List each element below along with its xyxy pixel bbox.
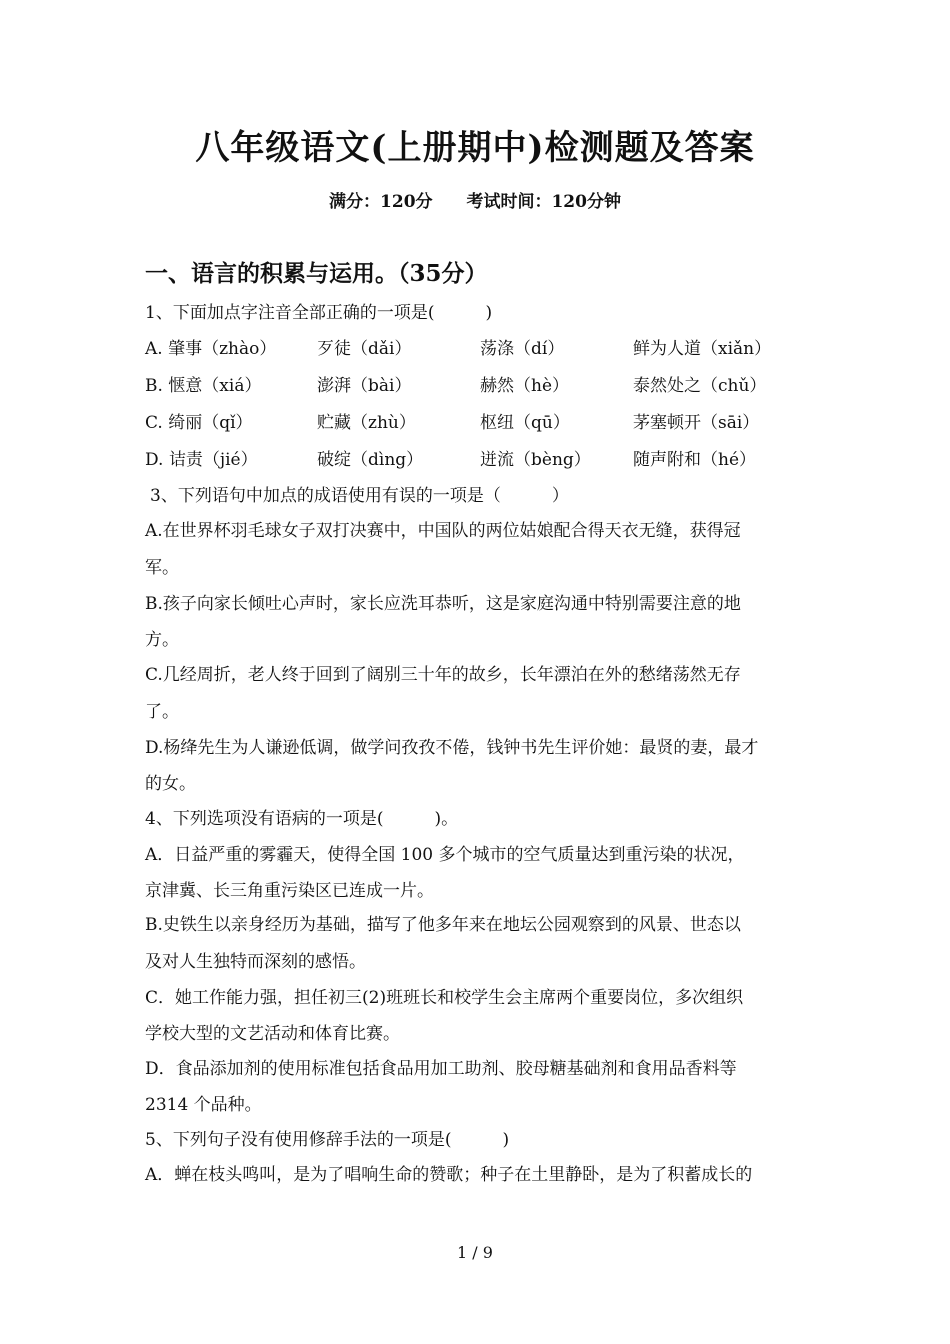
q4-option-c-cont: 学校大型的文艺活动和体育比赛。 (145, 1024, 400, 1044)
q3-option-d-cont: 的女。 (145, 774, 196, 794)
q4-option-c: C．她工作能力强，担任初三(2)班班长和校学生会主席两个重要岗位，多次组织 (145, 988, 744, 1008)
q4-option-a-cont: 京津冀、长三角重污染区已连成一片。 (145, 881, 434, 901)
full-score: 满分：120分 (329, 192, 433, 212)
q1-d-1: D. 诘责（jié） (145, 450, 258, 470)
q3-option-a: A.在世界杯羽毛球女子双打决赛中，中国队的两位姑娘配合得天衣无缝，获得冠 (145, 521, 741, 541)
exam-time: 考试时间：120分钟 (466, 192, 621, 212)
q1-a-1: A. 肇事（zhào） (145, 339, 277, 359)
q1-b-4: 泰然处之（chǔ） (633, 376, 767, 396)
q1-d-3: 迸流（bèng） (480, 450, 591, 470)
q1-c-3: 枢纽（qū） (480, 413, 570, 433)
page-title: 八年级语文(上册期中)检测题及答案 (195, 128, 755, 168)
question-4-stem: 4、下列选项没有语病的一项是( )。 (145, 809, 459, 829)
q1-a-4: 鲜为人道（xiǎn） (633, 339, 772, 359)
q4-option-b-cont: 及对人生独特而深刻的感悟。 (145, 952, 366, 972)
q3-option-d: D.杨绛先生为人谦逊低调，做学问孜孜不倦，钱钟书先生评价她：最贤的妻，最才 (145, 738, 759, 758)
q1-d-2: 破绽（dìng） (317, 450, 424, 470)
q1-a-2: 歹徒（dǎi） (317, 339, 412, 359)
q5-option-a: A．蝉在枝头鸣叫，是为了唱响生命的赞歌；种子在土里静卧，是为了积蓄成长的 (145, 1165, 753, 1185)
q1-b-3: 赫然（hè） (480, 376, 570, 396)
q3-option-c: C.几经周折，老人终于回到了阔别三十年的故乡，长年漂泊在外的愁绪荡然无存 (145, 665, 741, 685)
q4-option-d-cont: 2314 个品种。 (145, 1095, 262, 1115)
q3-option-b: B.孩子向家长倾吐心声时，家长应洗耳恭听，这是家庭沟通中特别需要注意的地 (145, 594, 741, 614)
question-3-stem: 3、下列语句中加点的成语使用有误的一项是（ ） (150, 486, 569, 506)
q1-d-4: 随声附和（hé） (633, 450, 757, 470)
q1-a-3: 荡涤（dí） (480, 339, 565, 359)
q3-option-a-cont: 军。 (145, 558, 179, 578)
question-5-stem: 5、下列句子没有使用修辞手法的一项是( ) (145, 1130, 510, 1150)
q4-option-b: B.史铁生以亲身经历为基础，描写了他多年来在地坛公园观察到的风景、世态以 (145, 915, 741, 935)
page-number: 1 / 9 (457, 1243, 493, 1262)
q1-c-2: 贮藏（zhù） (317, 413, 416, 433)
q4-option-a: A．日益严重的雾霾天，使得全国 100 多个城市的空气质量达到重污染的状况， (145, 845, 745, 865)
q3-option-b-cont: 方。 (145, 630, 179, 650)
question-1-stem: 1、下面加点字注音全部正确的一项是( ) (145, 303, 493, 323)
q1-b-1: B. 惬意（xiá） (145, 376, 262, 396)
exam-meta (0, 187, 950, 212)
q1-c-4: 茅塞顿开（sāi） (633, 413, 760, 433)
q4-option-d: D．食品添加剂的使用标准包括食品用加工助剂、胶母糖基础剂和食用品香料等 (145, 1059, 737, 1079)
q1-b-2: 澎湃（bài） (317, 376, 412, 396)
section-heading: 一、语言的积累与运用。（35分） (145, 260, 488, 287)
q3-option-c-cont: 了。 (145, 702, 179, 722)
q1-c-1: C. 绮丽（qǐ） (145, 413, 253, 433)
